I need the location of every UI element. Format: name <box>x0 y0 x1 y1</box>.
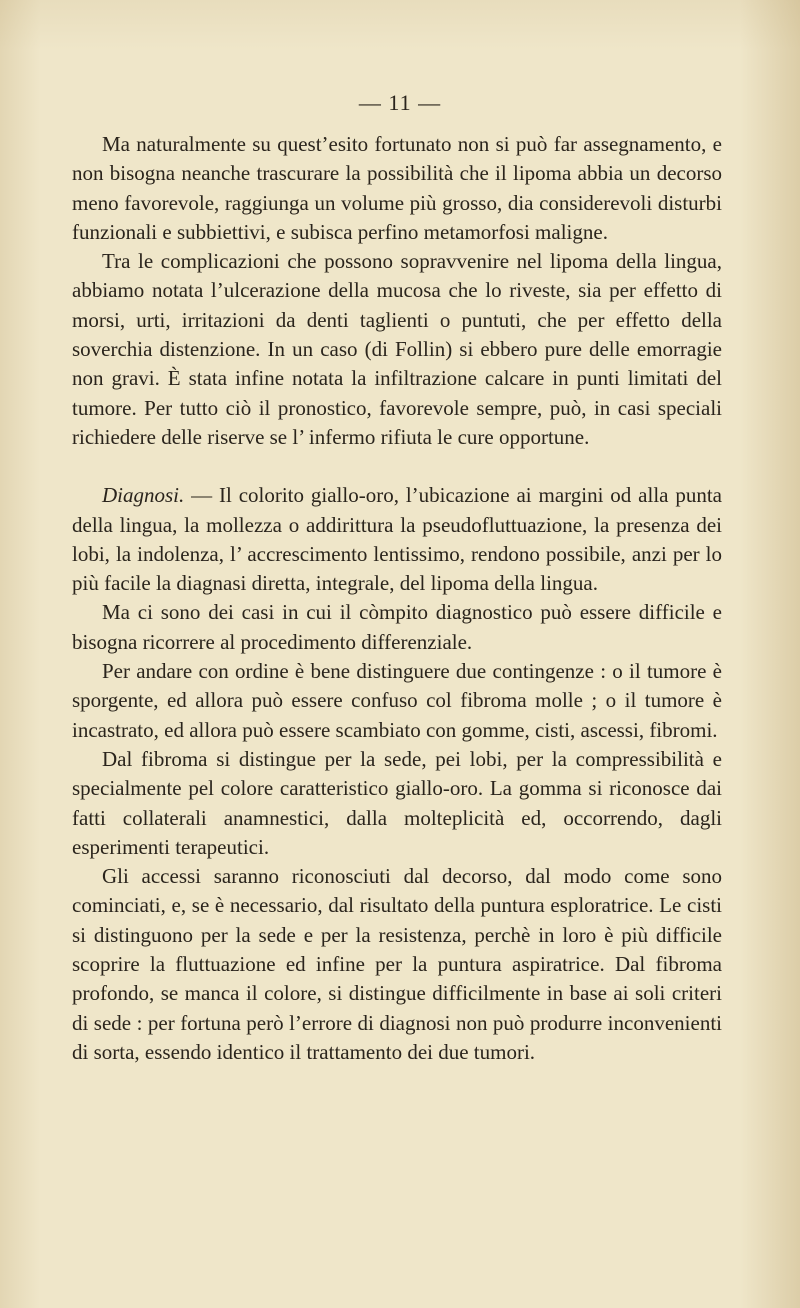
section-title-diagnosi: Diagnosi. <box>102 483 185 508</box>
diagnosi-paragraph <box>72 481 722 598</box>
paragraph: Ma ci sono dei casi in cui il còmpito diagnostico può essere difficile e bisogna ricorrere al procedimento differenziale. <box>72 600 722 654</box>
section-spacer <box>72 452 722 481</box>
paragraph: Gli accessi saranno riconosciuti dal decorso, dal modo come sono cominciati, e, se è necessario, dal risultato della puntura esploratrice. Le cisti si distinguono per la sede e per la resistenza, perchè in loro è più difficile scoprire la fluttuazione ed infine per la puntura aspiratrice. Dal fibroma profondo, se manca il colore, si distingue difficilmente in base ai soli criteri di sede : per fortuna però l’errore di diagnosi non può produrre inconvenienti di sorta, essendo identico il trattamento dei due tumori. <box>72 864 722 1064</box>
body-text <box>72 130 722 1067</box>
paragraph: Per andare con ordine è bene distinguere due contingenze : o il tumore è sporgente, ed allora può essere confuso col fibroma molle ; o il tumore è incastrato, ed allora può essere scambiato con gomme, cisti, ascessi, fibromi. <box>72 659 722 742</box>
diagnosi-text: — Il colorito giallo-oro, l’ubicazione ai margini od alla punta della lingua, la mollezza o addirittura la pseudofluttuazione, la presenza dei lobi, la indolenza, l’ accrescimento lentissimo, rendono possibile, anzi per lo più facile la diagnasi diretta, integrale, del lipoma della lingua. <box>72 483 722 596</box>
paragraph: Dal fibroma si distingue per la sede, pei lobi, per la compressibilità e specialmente pel colore caratteristico giallo-oro. La gomma si riconosce dai fatti collaterali anamnestici, dalla molteplicità ed, occorrendo, dagli esperimenti terapeutici. <box>72 746 722 859</box>
paragraph: Tra le complicazioni che possono sopravvenire nel lipoma della lingua, abbiamo notata l’ulcerazione della mucosa che lo riveste, sia per effetto di morsi, urti, irritazioni da denti taglienti o puntuti, che per effetto della soverchia distenzione. In un caso (di Follin) si ebbero pure delle emorragie non gravi. È stata infine notata la infiltrazione calcare in punti limitati del tumore. Per tutto ciò il pronostico, favorevole sempre, può, in casi speciali richiedere delle riserve se l’ infermo rifiuta le cure opportune. <box>72 249 722 449</box>
paragraph: Ma naturalmente su quest’esito fortunato non si può far assegnamento, e non bisogna neanche trascurare la possibilità che il lipoma abbia un decorso meno favorevole, raggiunga un volume più grosso, dia considerevoli disturbi funzionali e subbiettivi, e subisca perfino metamorfosi maligne. <box>72 132 722 244</box>
page-number: — 11 — <box>358 90 442 115</box>
